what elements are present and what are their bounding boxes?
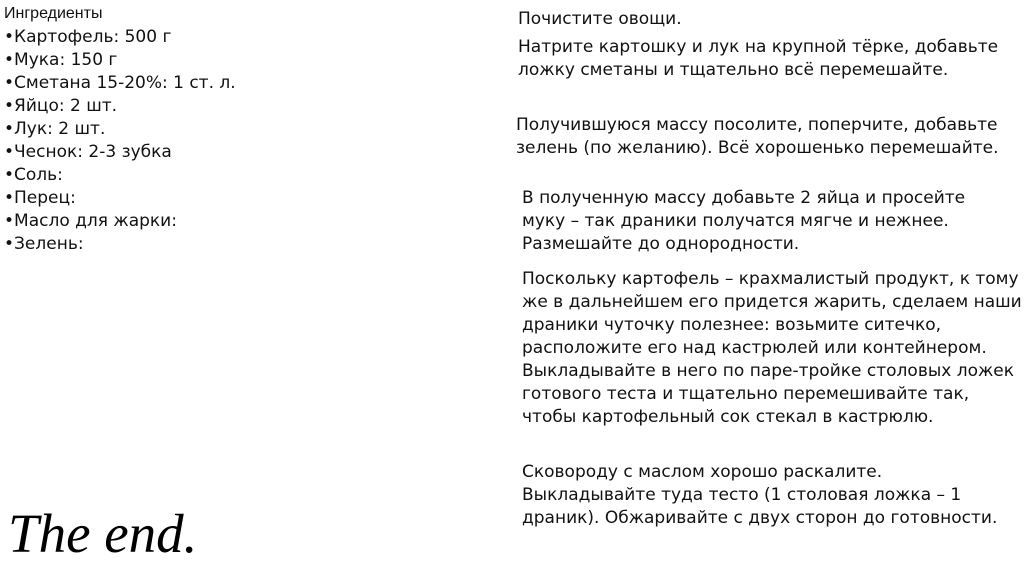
the-end-caption: The end. — [8, 503, 198, 564]
recipe-step: Поскольку картофель – крахмалистый продукт, к тому же в дальнейшем его придется жарить, сделаем наши драники чуточку полезнее: возьмите ситечко, расположите его над кастрюлей или контейнером. Выкладывайте в него по паре-тройке столовых ложек готового теста и тщательно перемешивайте так, чтобы картофельный сок стекал в кастрюлю. — [522, 269, 1022, 427]
ingredient-item: •Соль: — [4, 165, 63, 185]
ingredient-item: •Лук: 2 шт. — [4, 119, 106, 139]
ingredients-section — [4, 4, 484, 256]
ingredient-item: •Чеснок: 2-3 зубка — [4, 142, 172, 162]
ingredient-item: •Сметана 15-20%: 1 ст. л. — [4, 73, 236, 93]
ingredient-item: •Мука: 150 г — [4, 50, 118, 70]
ingredient-item: •Яйцо: 2 шт. — [4, 96, 118, 116]
ingredient-item: •Картофель: 500 г — [4, 27, 172, 47]
recipe-step: Почистите овощи. — [518, 9, 682, 29]
ingredient-item: •Масло для жарки: — [4, 211, 177, 231]
recipe-step: Получившуюся массу посолите, поперчите, добавьте зелень (по желанию). Всё хорошенько перемешайте. — [516, 115, 999, 158]
ingredient-item: •Перец: — [4, 188, 76, 208]
recipe-step: В полученную массу добавьте 2 яйца и просейте муку – так драники получатся мягче и нежнее. Размешайте до однородности. — [522, 188, 966, 254]
ingredients-title: Ингредиенты — [4, 5, 103, 22]
recipe-step: Натрите картошку и лук на крупной тёрке, добавьте ложку сметаны и тщательно всё перемешайте. — [518, 37, 999, 80]
ingredients-list — [4, 26, 484, 256]
ingredient-item: •Зелень: — [4, 234, 84, 254]
recipe-step: Сковороду с маслом хорошо раскалите. Выкладывайте туда тесто (1 столовая ложка – 1 драник). Обжаривайте с двух сторон до готовности. — [522, 462, 998, 528]
